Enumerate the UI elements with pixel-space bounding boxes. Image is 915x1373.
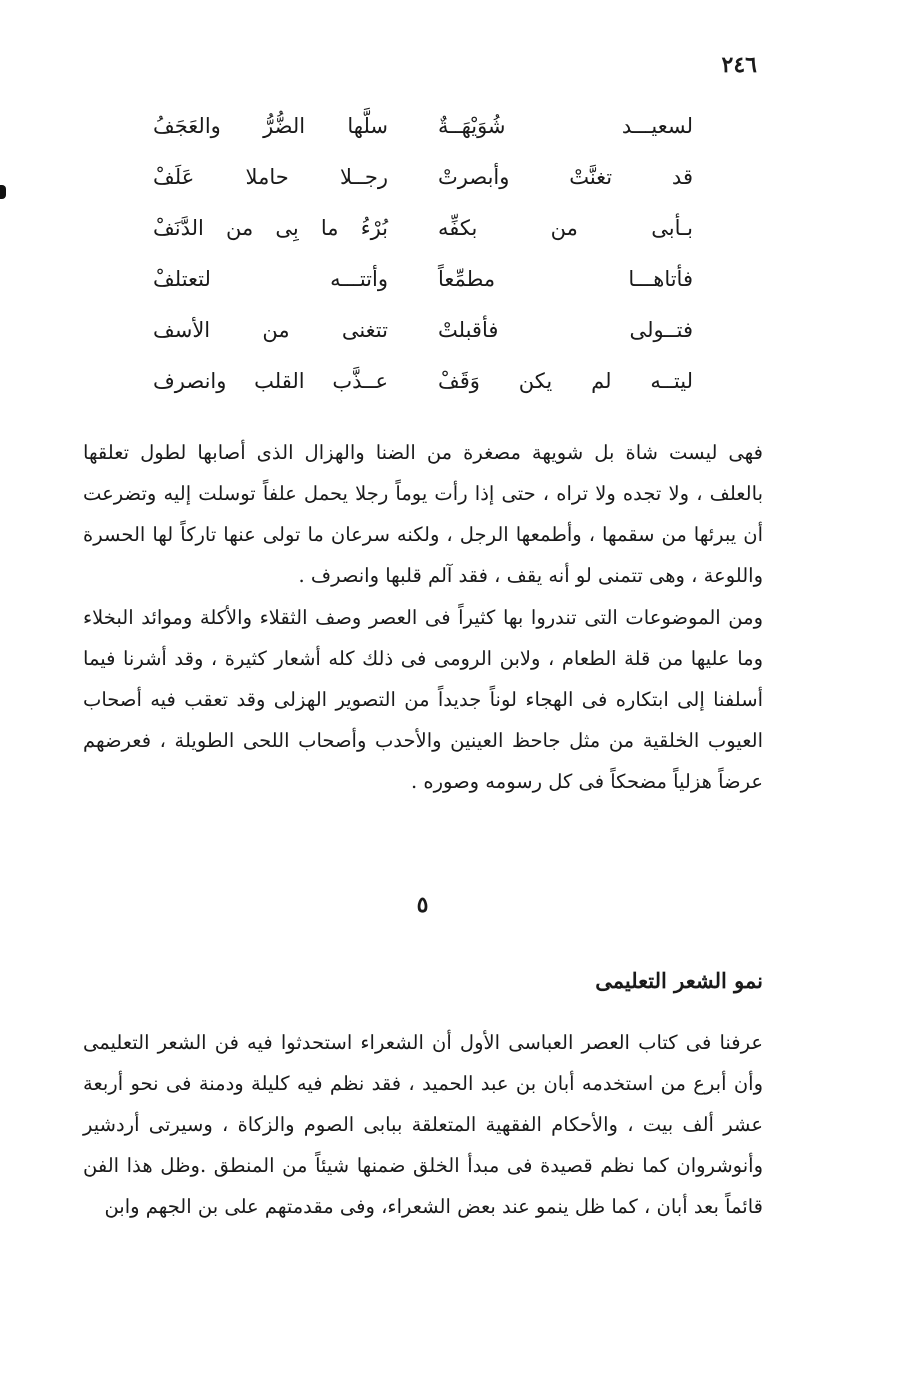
verse-line: [153, 159, 693, 210]
verse-second-hemistich: عــذَّب القلب وانصرف: [153, 369, 388, 393]
verse-line: [153, 261, 693, 312]
verse-second-hemistich: تتغنى من الأسف: [153, 318, 388, 342]
verse-second-hemistich: سلَّها الضُّرُّ والعَجَفُ: [153, 114, 388, 138]
verse-second-hemistich: بُرْءُ ما بِى من الدَّنَفْ: [153, 216, 388, 240]
poem: [153, 108, 693, 408]
verse-first-hemistich: فأتاهـــا مطمِّعاً: [438, 267, 693, 291]
verse-line: [153, 363, 693, 414]
margin-mark: [0, 185, 6, 199]
page-number: ٢٤٦: [721, 52, 757, 78]
section-body-paragraph: عرفنا فى كتاب العصر العباسى الأول أن الشعراء استحدثوا فيه فن الشعر التعليمى وأن أبرع من استخدمه أبان بن عبد الحميد ، فقد نظم فيه كليلة ودمنة فى نحو أربعة عشر ألف بيت ، والأحكام الفقهية المتعلقة ببابى الصوم والزكاة ، وسيرتى أردشير وأنوشروان كما نظم قصيدة فى مبدأ الخلق ضمنها شيئاً من المنطق .وظل هذا الفن قائماً بعد أبان ، كما ظل ينمو عند بعض الشعراء، وفى مقدمتهم على بن الجهم وابن: [83, 1031, 763, 1218]
verse-first-hemistich: قد تغنَّتْ وأبصرتْ: [438, 165, 693, 189]
verse-first-hemistich: لسعيـــد شُوَيْهَــةٌ: [438, 114, 693, 138]
section-title: نمو الشعر التعليمى: [595, 968, 763, 993]
verse-second-hemistich: رجــلا حاملا عَلَفْ: [153, 165, 388, 189]
verse-first-hemistich: ليتــه لم يكن وَقَفْ: [438, 369, 693, 393]
verse-line: [153, 108, 693, 159]
verse-line: [153, 210, 693, 261]
topics-paragraph: ومن الموضوعات التى تندروا بها كثيراً فى العصر وصف الثقلاء والأكلة وموائد البخلاء وما عليها من قلة الطعام ، ولابن الرومى فى ذلك كله أشعار كثيرة ، وقد أشرنا فيما أسلفنا إلى ابتكاره فى الهجاء لوناً جديداً من التصوير الهزلى وقد تعقب فيه أصحاب العيوب الخلقية من مثل جاحظ العينين والأحدب وأصحاب اللحى الطويلة ، فعرضهم عرضاً هزلياً مضحكاً فى كل رسومه وصوره .: [83, 606, 763, 793]
verse-line: [153, 312, 693, 363]
commentary-paragraph: فهى ليست شاة بل شويهة مصغرة من الضنا والهزال الذى أصابها لطول تعلقها بالعلف ، ولا تجده ولا تراه ، حتى إذا رأت يوماً رجلا يحمل علفاً توسلت إليه وتضرعت أن يبرئها من سقمها ، وأطمعها الرجل ، ولكنه سرعان ما تولى عنها تاركاً لها الحسرة واللوعة ، وهى تتمنى لو أنه يقف ، فقد آلم قلبها وانصرف .: [83, 441, 763, 587]
section-number: ٥: [416, 892, 429, 918]
verse-first-hemistich: بـأبى من بكفِّه: [438, 216, 693, 240]
verse-first-hemistich: فتــولى فأقبلتْ: [438, 318, 693, 342]
verse-second-hemistich: وأتتـــه لتعتلفْ: [153, 267, 388, 291]
